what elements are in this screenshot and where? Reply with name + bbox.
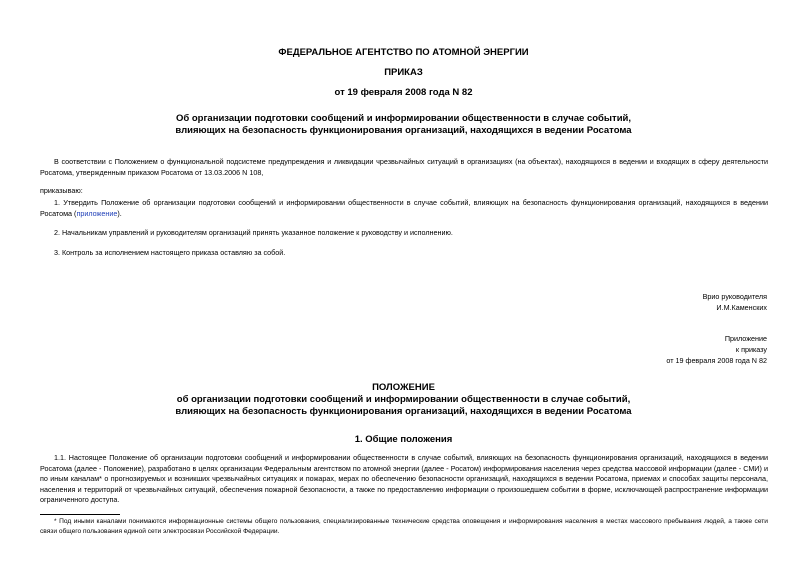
order-item-1-text: 1. Утвердить Положение об организации подготовки сообщений и информировании общественности в случае событий, влияющих на безопасность функционирования организаций, находящихся в ведении Росатома ( <box>40 198 768 218</box>
appendix-ref-line-2: к приказу <box>735 345 767 354</box>
order-title-line-2: влияющих на безопасность функционирования организаций, находящихся в ведении Росатома <box>175 125 632 136</box>
regulation-subtitle-line-2: влияющих на безопасность функционирования организаций, находящихся в ведении Росатома <box>175 406 632 417</box>
footnote: * Под иными каналами понимаются информационные системы общего пользования, специализированные технические средства оповещения и информирования населения в местах массового пребывания людей, а также сети связи общего пользования единой сети электросвязи Российской Федерации. <box>40 518 768 535</box>
order-item-3: 3. Контроль за исполнением настоящего приказа оставляю за собой. <box>54 248 286 257</box>
regulation-subtitle-line-1: об организации подготовки сообщений и информировании общественности в случае событий, <box>176 394 631 405</box>
order-word: приказываю: <box>40 186 83 195</box>
order-item-2: 2. Начальникам управлений и руководителям организаций принять указанное положение к руководству и исполнению. <box>54 228 453 237</box>
signature-position: Врио руководителя <box>702 292 767 301</box>
preamble-paragraph: В соответствии с Положением о функциональной подсистеме предупреждения и ликвидации чрезвычайных ситуаций в организациях (на объектах), находящихся в ведении и входящих в сферу деятельности Росатома, утвержденным приказом Росатома от 13.03.2006 N 108, <box>40 157 768 177</box>
order-item-1 <box>40 198 768 219</box>
signature-name: И.М.Каменских <box>716 303 767 312</box>
order-date-number: от 19 февраля 2008 года N 82 <box>334 87 473 98</box>
order-title-line-1: Об организации подготовки сообщений и информировании общественности в случае событий, <box>175 113 632 124</box>
appendix-ref-line-3: от 19 февраля 2008 года N 82 <box>666 356 767 365</box>
regulation-title: ПОЛОЖЕНИЕ <box>372 382 435 393</box>
order-item-1-tail: ). <box>117 208 122 218</box>
appendix-link[interactable]: приложение <box>76 208 118 218</box>
agency-heading: ФЕДЕРАЛЬНОЕ АГЕНТСТВО ПО АТОМНОЙ ЭНЕРГИИ <box>278 47 529 58</box>
footnote-separator <box>40 514 120 515</box>
section-1-paragraph-1-1: 1.1. Настоящее Положение об организации подготовки сообщений и информировании общественности в случае событий, влияющих на безопасность функционирования организаций, находящихся в ведении Росатома (далее - Положение), разработано в целях организации Федеральным агентством по атомной энергии (далее - Росатом) информирования населения через средства массовой информации (далее - СМИ) и по иным каналам* о прогнозируемых и возникших чрезвычайных ситуациях и пожарах, мерах по обеспечению безопасности организаций, находящихся в ведении Росатома, приемах и способах защиты персонала, населения и территорий от чрезвычайных ситуаций, обеспечения пожарной безопасности, а также по предоставлению информации о произошедшем событии в форме, исключающей распространение информации ограниченного доступа. <box>40 453 768 504</box>
doc-type-heading: ПРИКАЗ <box>384 67 423 78</box>
appendix-ref-line-1: Приложение <box>724 334 767 343</box>
section-1-heading: 1. Общие положения <box>354 434 453 445</box>
